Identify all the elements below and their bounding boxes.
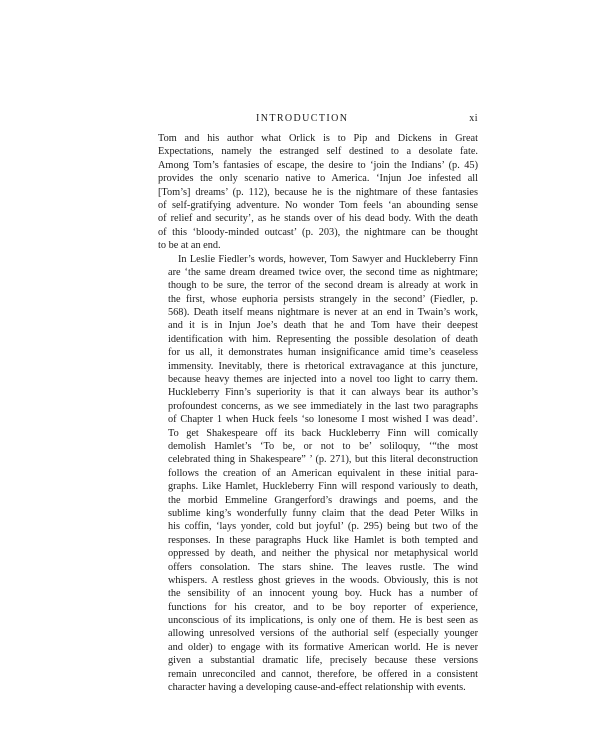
running-head — [158, 113, 478, 127]
text-line: identification with him. Representing the possible desolation of death — [168, 333, 478, 345]
text-line: [Tom’s] dreams’ (p. 112), because he is the nightmare of these fantasies — [158, 186, 478, 198]
text-line: oppressed by death, and neither the physical nor metaphysical world — [168, 548, 478, 560]
text-line: demolish Hamlet’s ‘To be, or not to be’ soliloquy, ‘“the most — [168, 440, 478, 452]
text-line: given a substantial dramatic life, precisely because these versions — [168, 655, 478, 667]
text-line: 568). Death itself means nightmare is never at an end in Twain’s work, — [168, 307, 478, 319]
text-line: graphs. Like Hamlet, Huckleberry Finn will respond variously to death, — [168, 481, 478, 493]
text-line: functions for his creator, and to be boy reporter of experience, — [168, 601, 478, 613]
text-line: Huckleberry Finn’s superiority is that it can always bear its author’s — [168, 387, 478, 399]
page-number: xi — [469, 113, 478, 124]
text-line: remain unreconciled and cannot, therefore, be offered in a consistent — [168, 668, 478, 680]
text-line: Expectations, namely the estranged self destined to a desolate fate. — [158, 146, 478, 158]
text-line: his coffin, ‘lays yonder, cold but joyful’ (p. 295) being but two of the — [168, 521, 478, 533]
text-line: Among Tom’s fantasies of escape, the desire to ‘join the Indians’ (p. 45) — [158, 159, 478, 171]
text-line: because heavy themes are injected into a novel too light to carry them. — [168, 374, 478, 386]
text-line: In Leslie Fiedler’s words, however, Tom Sawyer and Huckleberry Finn — [178, 253, 478, 265]
text-line: responses. In these paragraphs Huck like Hamlet is both tempted and — [168, 534, 478, 546]
text-line: sublime king’s wonderfully funny claim that the dead Peter Wilks in — [168, 507, 478, 519]
text-line: unconscious of its implications, is only one of them. He is best seen as — [168, 615, 478, 627]
text-line: though to be sure, the terror of the second dream is already at work in — [168, 280, 478, 292]
text-line: are ‘the same dream dreamed twice over, the second time as nightmare; — [168, 266, 478, 278]
text-line: allowing unresolved versions of the authorial self (especially younger — [168, 628, 478, 640]
text-line: of this ‘bloody-minded outcast’ (p. 203), the nightmare can be thought — [158, 226, 478, 238]
text-line: the sensibility of an innocent young boy. Huck has a number of — [168, 588, 478, 600]
text-line: offers consolation. The stars shine. The leaves rustle. The wind — [168, 561, 478, 573]
text-line: and it is in Injun Joe’s death that he and Tom have their deepest — [168, 320, 478, 332]
text-line: of self-gratifying adventure. No wonder Tom feels ‘an abounding sense — [158, 199, 478, 211]
text-line: of Chapter 1 when Huck feels ‘so lonesome I most wished I was dead’. — [168, 414, 478, 426]
text-line: the first, whose euphoria persists strangely in the second’ (Fiedler, p. — [168, 293, 478, 305]
running-head-title: INTRODUCTION — [256, 113, 349, 124]
text-line: the morbid Emmeline Grangerford’s drawings and poems, and the — [168, 494, 478, 506]
text-line: to be at an end. — [158, 240, 221, 252]
text-line: and older) to engage with its formative American world. He is never — [168, 641, 478, 653]
text-line: of relief and security’, as he stands over of his dead body. With the death — [158, 213, 478, 225]
text-line: profoundest concerns, as we see immediately in the last two paragraphs — [168, 400, 478, 412]
text-line: celebrated thing in Shakespeare” ’ (p. 271), but this literal deconstruction — [168, 454, 478, 466]
body-text — [158, 132, 478, 694]
text-line: character having a developing cause-and-effect relationship with events. — [168, 682, 466, 694]
paragraph — [158, 253, 478, 695]
text-line: whispers. A restless ghost grieves in the woods. Obviously, this is not — [168, 574, 478, 586]
text-line: To get Shakespeare off its back Huckleberry Finn will comically — [168, 427, 478, 439]
text-line: Tom and his author what Orlick is to Pip and Dickens in Great — [158, 133, 478, 144]
text-line: for us all, it demonstrates human insignificance amid time’s ceaseless — [168, 347, 478, 359]
text-line: follows the creation of an American equivalent in these initial para- — [168, 467, 478, 479]
text-line: immensity. Inevitably, there is rhetorical extravagance at this juncture, — [168, 360, 478, 372]
text-line: provides the only scenario native to America. ‘Injun Joe infested all — [158, 173, 478, 185]
paragraph — [158, 132, 478, 253]
